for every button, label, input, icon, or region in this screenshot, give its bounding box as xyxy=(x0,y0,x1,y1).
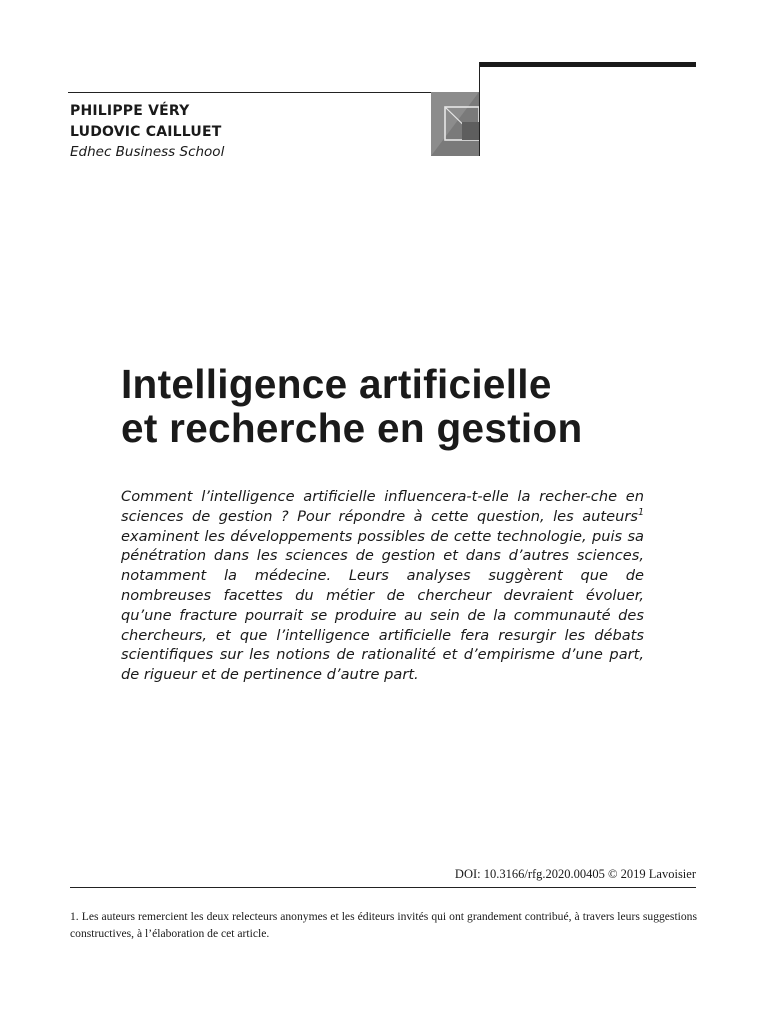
abstract-text: Comment l’intelligence artificielle influencera-t-elle la recher-che en sciences de gestion ? Pour répondre à cette question, les auteurs xyxy=(121,488,644,525)
article-title xyxy=(121,362,583,450)
footnote: 1. Les auteurs remercient les deux relecteurs anonymes et les éditeurs invités qui ont grandement contribué, à travers leurs suggestions constructives, à l’élaboration de cet article. xyxy=(70,910,697,940)
abstract-text: examinent les développements possibles de cette technologie, puis sa pénétration dans les sciences de gestion et dans d’autres sciences, notamment la médecine. Leurs analyses suggèrent que de nombreuses facettes du métier de chercheur devraient évoluer, qu’une fracture pourrait se produire au sein de la communauté des chercheurs, et que l’intelligence artificielle fera resurgir les débats scientifiques sur les notions de rationalité et d’empirisme d’une part, de rigueur et de pertinence d’autre part. xyxy=(121,527,644,684)
header-vertical-rule xyxy=(479,62,480,156)
article-title-line: Intelligence artificielle xyxy=(121,361,552,407)
header-rule xyxy=(68,92,480,93)
header-thick-rule xyxy=(480,62,696,67)
author-name: PHILIPPE VÉRY xyxy=(70,103,190,119)
journal-logo-icon xyxy=(431,92,479,156)
article-abstract xyxy=(121,487,644,685)
doi-copyright-line: DOI: 10.3166/rfg.2020.00405 © 2019 Lavoisier xyxy=(454,867,696,881)
footnote-reference[interactable]: 1 xyxy=(637,506,644,518)
author-block xyxy=(70,101,224,162)
article-title-line: et recherche en gestion xyxy=(121,405,583,451)
author-affiliation: Edhec Business School xyxy=(70,144,225,160)
footnote-rule xyxy=(70,887,696,888)
author-name: LUDOVIC CAILLUET xyxy=(70,124,222,140)
